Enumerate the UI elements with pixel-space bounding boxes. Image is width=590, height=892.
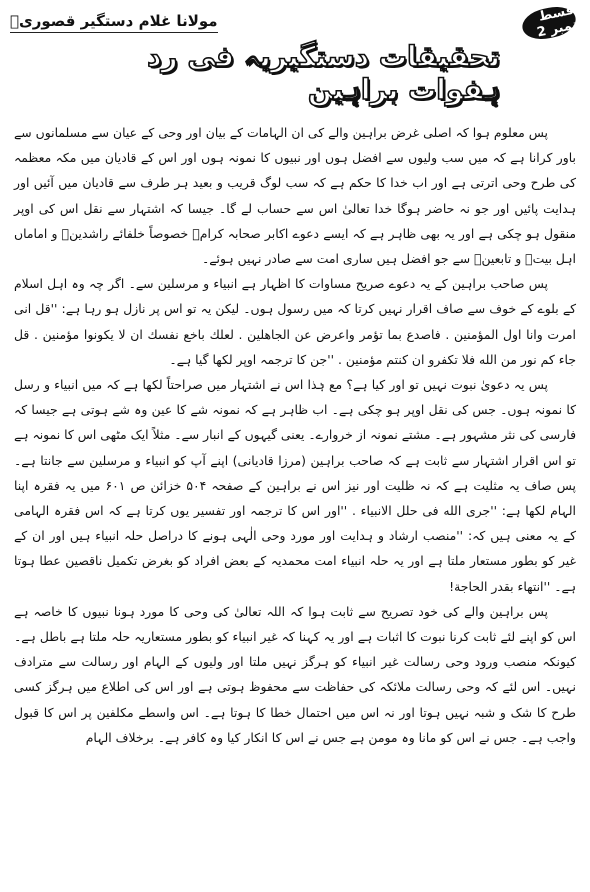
page-header: [0, 0, 590, 110]
article-title: تحقیقات دستگیریہ فی رد ہفوات براہین: [147, 40, 500, 106]
paragraph: پس براہین والے کی خود تصریح سے ثابت ہوا کہ اللہ تعالیٰ کی وحی کا مورد ہونا نبیوں کا خاصہ ہے اس کو اپنے لئے ثابت کرنا نبوت کا اثبات ہے اور یہ کہنا کہ غیر انبیاء کو بطور مستعاریہ حلہ ملتا ہے باطل ہے۔ کیونکہ منصب ورود وحی رسالت غیر انبیاء کو ہرگز نہیں ملتا اور ولیوں کے الہام اور رسالت سے مترادف نہیں۔ اس لئے کہ وحی رسالت ملائکہ کی حفاظت سے محفوظ ہوتی ہے اور اس کی اطلاع میں ہرگز کسی طرح کا شک و شبہ نہیں ہوتا اور نہ اس میں احتمال خطا کا ہوتا ہے۔ اس واسطے مکلفین پر اس کا قبول واجب ہے۔ جس نے اس کو مانا وہ مومن ہے جس نے اس کا انکار کیا وہ کافر ہے۔ برخلاف الہام: [14, 603, 576, 745]
article-body: [14, 120, 576, 750]
installment-badge: قسط نمبر 2: [519, 3, 578, 44]
author-name: مولانا غلام دستگیر قصوریؒ: [10, 12, 218, 33]
paragraph: پس معلوم ہوا کہ اصلی غرض براہین والے کی ان الہامات کے بیان اور وحی کے عیان سے مسلمانوں سے باور کرانا ہے کہ میں سب ولیوں سے افضل ہوں اور نبیوں کا نمونہ ہوں اور اس کے قادیان میں مکہ معظمہ کی طرح وحی اترتی ہے اور اب خدا کا حکم ہے کہ سب لوگ قریب و بعید ہر طرف سے قادیان میں آئیں اور ہدایت پائیں اور جو نہ حاضر ہوگا خدا تعالیٰ اس سے حساب لے گا۔ جیسا کہ اشتہار سے نقل اس کی اوپر منقول ہو چکی ہے اور یہ بھی ظاہر ہے کہ ایسے دعوے اکابر صحابہ کرامؓ خصوصاً خلفائے راشدینؓ و اماماں اہل بیتؓ و تابعینؒ سے جو افضل ہیں ساری امت سے صادر نہیں ہوئے۔: [14, 125, 576, 267]
paragraph: پس صاحب براہین کے یہ دعوے صریح مساوات کا اظہار ہے انبیاء و مرسلین سے۔ اگر چہ وہ اہل اسلام کے بلوے کے خوف سے صاف اقرار نہیں کرتا کہ میں رسول ہوں۔ لیکن یہ تو اس پر نازل ہو رہا ہے: ''قل انی امرت وانا اول المؤمنین . فاصدع بما تؤمر واعرض عن الجاهلین . لعلك باخع نفسك ان لا یكونوا مؤمنین . قل جاء كم نور من الله فلا تكفرو ان كنتم مؤمنین . ''جن کا ترجمہ اوپر لکھا گیا ہے۔: [14, 276, 576, 367]
paragraph: پس یہ دعویٰ نبوت نہیں تو اور کیا ہے؟ مع ہٰذا اس نے اشتہار میں صراحتاً لکھا ہے کہ میں انبیاء و رسل کا نمونہ ہوں۔ جس کی نقل اوپر ہو چکی ہے۔ اب ظاہر ہے کہ نمونہ شے کا عین وہ شے ہوتی ہے جیسا کہ فارسی کی نثر مشہور ہے۔ مشتے نمونہ از خروارے۔ یعنی گیہوں کے انبار سے۔ مثلاً ایک مٹھی اس کا نمونہ ہے تو اس اقرار اشتہار سے ثابت ہے کہ صاحب براہین (مرزا قادیانی) اپنے آپ کو انبیاء و مرسلین سے جانتا ہے۔ پس صاف یہ مثلیت ہے کہ نہ ظلیت اور نیز اس نے براہین کے صفحہ ۵۰۴ خزائن ص ۶۰۱ میں یہ فقرہ اپنا الہام لکھا ہے: ''جری الله فی حلل الانبیاء . ''اور اس کا ترجمہ اور تفسیر یوں کرتا ہے کہ اس فقرہ الہامی کے یہ معنی ہیں کہ: ''منصب ارشاد و ہدایت اور مورد وحی الٰہی ہونے کا دراصل حلہ انبیاء ہیں اور ان کے غیر کو بطور مستعار ملتا ہے اور یہ حلہ انبیاء امت محمدیہ کے بعض افراد کو بغرض تکمیل ناقصین عطا ہوتا ہے۔ ''انتهاء بقدر الحاجة!: [14, 377, 576, 594]
